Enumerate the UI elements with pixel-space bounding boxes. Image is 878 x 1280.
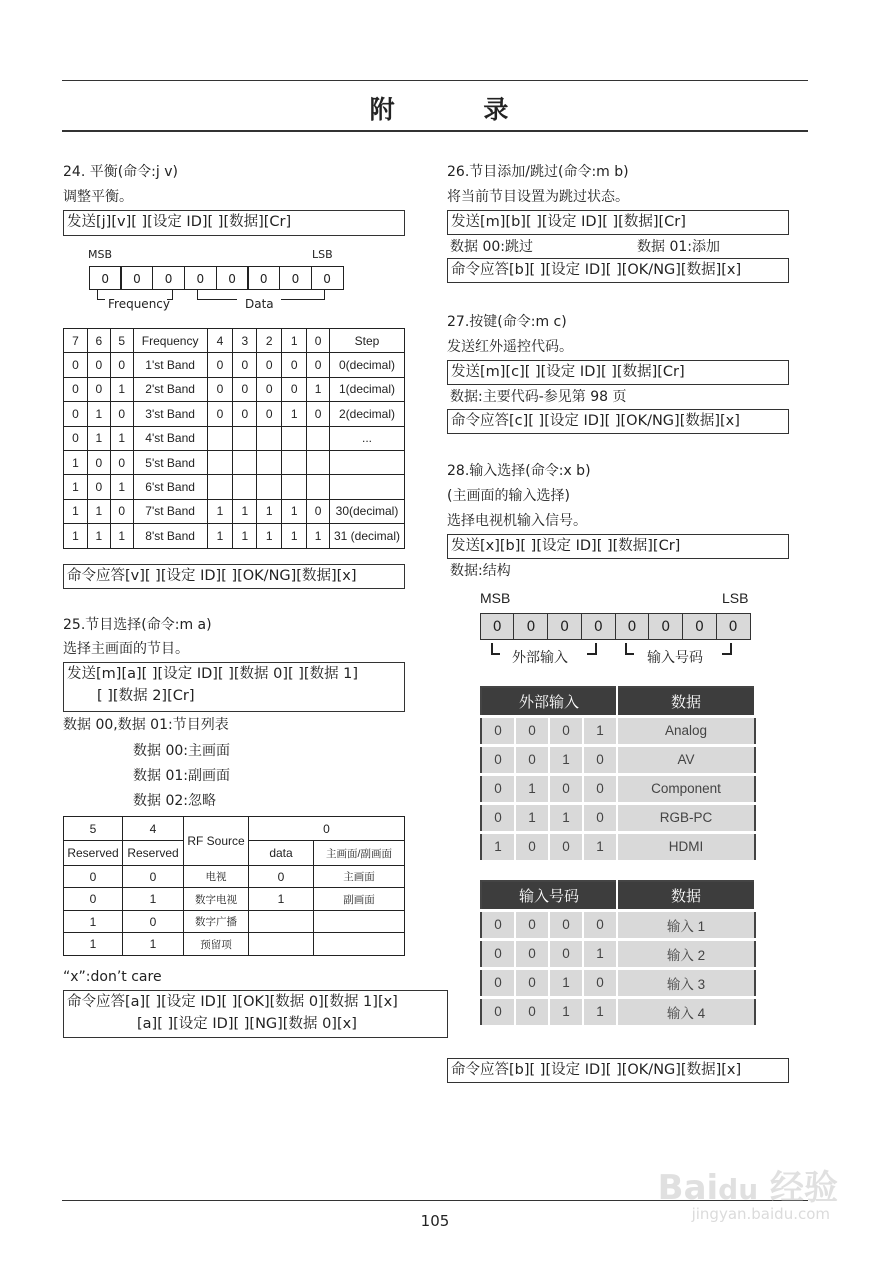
table-cell: 0: [64, 353, 88, 377]
section-27-send: 发送[m][c][ ][设定 ID][ ][数据][Cr]: [447, 360, 789, 385]
table-cell: 输入 2: [617, 939, 755, 968]
header-cell: 输入号码: [481, 881, 617, 910]
section-26-ack: 命令应答[b][ ][设定 ID][ ][OK/NG][数据][x]: [447, 258, 789, 283]
table-row: [64, 353, 405, 377]
table-cell: 0: [481, 968, 515, 997]
section-24-ack: 命令应答[v][ ][设定 ID][ ][OK/NG][数据][x]: [63, 564, 405, 589]
table-cell: [207, 450, 233, 474]
table-cell: 0: [549, 939, 583, 968]
table-header-row: [481, 881, 755, 910]
msb-label: MSB: [88, 248, 113, 261]
table-cell: 1: [257, 524, 282, 548]
table-row: [481, 832, 755, 861]
data-line: 数据 00,数据 01:节目列表: [63, 717, 229, 733]
table-cell: 副画面: [314, 888, 405, 911]
bit-field: [90, 266, 344, 290]
header-cell: Reserved: [123, 841, 184, 865]
table-cell: 4'st Band: [133, 426, 207, 450]
table-cell: 0: [110, 499, 133, 523]
section-24-heading: 24. 平衡(命令:j v): [63, 164, 178, 180]
table-cell: 1: [64, 450, 88, 474]
header-cell: 0: [249, 817, 405, 841]
table-cell: 1: [87, 426, 110, 450]
table-cell: 1: [583, 939, 617, 968]
section-26-send: 发送[m][b][ ][设定 ID][ ][数据][Cr]: [447, 210, 789, 235]
table-cell: 0: [481, 910, 515, 939]
table-header-row: [64, 817, 405, 841]
table-cell: 1: [583, 832, 617, 861]
table-cell: 30(decimal): [330, 499, 405, 523]
table-cell: 0: [87, 353, 110, 377]
table-cell: [257, 450, 282, 474]
table-cell: [207, 426, 233, 450]
table-cell: [307, 475, 330, 499]
external-input-label: 外部输入: [512, 650, 568, 666]
table-cell: 1: [64, 524, 88, 548]
table-cell: 0: [515, 832, 549, 861]
external-input-table: [480, 686, 756, 863]
table-cell: 0: [549, 716, 583, 745]
table-cell: 0: [123, 910, 184, 933]
table-cell: 1: [64, 475, 88, 499]
table-cell: 0: [257, 402, 282, 426]
header-cell: 5: [64, 817, 123, 841]
header-cell: 数据: [617, 881, 755, 910]
header-cell: 外部输入: [481, 687, 617, 716]
table-cell: 1: [282, 499, 307, 523]
table-cell: 1: [207, 524, 233, 548]
data-line: 数据 00:主画面: [133, 743, 230, 759]
table-row: [481, 774, 755, 803]
table-cell: 1: [307, 524, 330, 548]
ack-line-1: 命令应答[a][ ][设定 ID][ ][OK][数据 0][数据 1][x]: [67, 994, 398, 1010]
table-cell: 1: [583, 716, 617, 745]
table-cell: 0: [64, 402, 88, 426]
table-cell: 1: [64, 499, 88, 523]
table-cell: [233, 450, 257, 474]
program-table: [63, 816, 405, 956]
table-cell: [207, 475, 233, 499]
table-cell: [314, 933, 405, 956]
data-line: 数据 01:副画面: [133, 768, 230, 784]
section-24-desc: 调整平衡。: [63, 189, 133, 205]
table-cell: 1: [87, 524, 110, 548]
table-row: [481, 997, 755, 1026]
bit-cell: 0: [513, 613, 548, 640]
table-cell: 1: [64, 933, 123, 956]
bracket: [722, 643, 732, 655]
table-cell: 0: [481, 774, 515, 803]
table-cell: [257, 426, 282, 450]
table-cell: 0: [282, 353, 307, 377]
table-cell: 1(decimal): [330, 377, 405, 401]
table-cell: 3'st Band: [133, 402, 207, 426]
table-row: [64, 377, 405, 401]
section-28-desc: 选择电视机输入信号。: [447, 513, 587, 529]
table-cell: 0: [481, 997, 515, 1026]
table-cell: 1: [549, 997, 583, 1026]
table-cell: 0: [583, 968, 617, 997]
table-row: [481, 803, 755, 832]
header-cell: 7: [64, 329, 88, 353]
section-28-send: 发送[x][b][ ][设定 ID][ ][数据][Cr]: [447, 534, 789, 559]
table-row: [64, 888, 405, 911]
header-cell: 主画面/副画面: [314, 841, 405, 865]
frequency-table: [63, 328, 405, 549]
msb-label: MSB: [480, 590, 511, 606]
header-cell: RF Source: [184, 817, 249, 866]
dont-care-note: “x”:don’t care: [63, 969, 162, 985]
data-label: Data: [245, 297, 274, 311]
table-cell: AV: [617, 745, 755, 774]
table-cell: 0: [110, 402, 133, 426]
table-header-row: [481, 687, 755, 716]
data-add: 数据 01:添加: [637, 239, 720, 255]
table-cell: 0: [110, 450, 133, 474]
bit-cell: 0: [648, 613, 683, 640]
bit-cell: 0: [581, 613, 616, 640]
bit-cell: 0: [152, 266, 185, 290]
section-27-heading: 27.按键(命令:m c): [447, 314, 567, 330]
table-cell: 1: [282, 402, 307, 426]
table-cell: 8'st Band: [133, 524, 207, 548]
table-cell: 预留项: [184, 933, 249, 956]
table-cell: 2(decimal): [330, 402, 405, 426]
section-28-heading: 28.输入选择(命令:x b): [447, 463, 591, 479]
table-cell: 数字广播: [184, 910, 249, 933]
bit-cell: 0: [311, 266, 344, 290]
bit-cell: 0: [120, 266, 153, 290]
table-cell: 1: [110, 426, 133, 450]
table-cell: 1: [249, 888, 314, 911]
table-cell: 0: [249, 865, 314, 888]
header-cell: 1: [282, 329, 307, 353]
table-row: [481, 716, 755, 745]
bit-cell: 0: [184, 266, 217, 290]
table-cell: 1: [257, 499, 282, 523]
table-cell: [249, 933, 314, 956]
section-26-desc: 将当前节目设置为跳过状态。: [447, 189, 629, 205]
table-cell: 1: [307, 377, 330, 401]
data-line: 数据 02:忽略: [133, 793, 216, 809]
table-row: [481, 939, 755, 968]
table-cell: 0: [233, 353, 257, 377]
bit-cell: 0: [682, 613, 717, 640]
table-cell: 0: [233, 402, 257, 426]
table-cell: 数字电视: [184, 888, 249, 911]
table-cell: 输入 3: [617, 968, 755, 997]
section-27-ack: 命令应答[c][ ][设定 ID][ ][OK/NG][数据][x]: [447, 409, 789, 434]
table-cell: 0: [583, 910, 617, 939]
bit-cell: 0: [216, 266, 249, 290]
table-header-row: [64, 329, 405, 353]
table-cell: 0: [515, 716, 549, 745]
table-cell: [249, 910, 314, 933]
bracket: [167, 290, 173, 300]
table-cell: 0: [87, 475, 110, 499]
table-cell: 1'st Band: [133, 353, 207, 377]
header-cell: 数据: [617, 687, 755, 716]
header-cell: 4: [207, 329, 233, 353]
table-cell: 2'st Band: [133, 377, 207, 401]
table-cell: 1: [583, 997, 617, 1026]
table-row: [64, 475, 405, 499]
table-cell: 1: [110, 475, 133, 499]
header-cell: 6: [87, 329, 110, 353]
section-28-ack: 命令应答[b][ ][设定 ID][ ][OK/NG][数据][x]: [447, 1058, 789, 1083]
title-rule: [62, 130, 808, 132]
table-cell: 0: [549, 910, 583, 939]
section-24-send: 发送[j][v][ ][设定 ID][ ][数据][Cr]: [63, 210, 405, 236]
table-cell: 1: [515, 774, 549, 803]
table-cell: 1: [549, 803, 583, 832]
table-cell: 6'st Band: [133, 475, 207, 499]
page-title: 附 录: [369, 95, 549, 124]
send-line-2: [ ][数据 2][Cr]: [97, 688, 195, 704]
table-cell: 0: [481, 939, 515, 968]
table-cell: 0: [515, 910, 549, 939]
lsb-label: LSB: [722, 590, 749, 606]
ack-line-2: [a][ ][设定 ID][ ][NG][数据 0][x]: [137, 1016, 357, 1032]
table-cell: 0: [64, 377, 88, 401]
table-cell: [330, 475, 405, 499]
table-cell: 0(decimal): [330, 353, 405, 377]
bit-field: [481, 613, 751, 640]
table-cell: [314, 910, 405, 933]
frequency-label: Frequency: [108, 297, 170, 311]
send-line-1: 发送[m][a][ ][设定 ID][ ][数据 0][ ][数据 1]: [67, 666, 359, 682]
top-rule: [62, 80, 808, 81]
table-cell: 0: [515, 745, 549, 774]
bit-cell: 0: [716, 613, 751, 640]
header-cell: Step: [330, 329, 405, 353]
table-cell: [233, 426, 257, 450]
bracket: [97, 290, 105, 300]
table-cell: Analog: [617, 716, 755, 745]
table-row: [64, 524, 405, 548]
table-row: [481, 968, 755, 997]
table-cell: 0: [207, 377, 233, 401]
table-cell: 1: [549, 968, 583, 997]
table-cell: 输入 1: [617, 910, 755, 939]
table-cell: 1: [282, 524, 307, 548]
bracket: [197, 290, 237, 300]
bracket: [587, 643, 597, 655]
table-cell: 0: [64, 865, 123, 888]
section-27-desc: 发送红外遥控代码。: [447, 339, 573, 355]
bracket: [491, 643, 500, 655]
table-cell: 1: [481, 832, 515, 861]
table-cell: 1: [110, 524, 133, 548]
bit-cell: 0: [547, 613, 582, 640]
table-cell: 0: [233, 377, 257, 401]
table-row: [481, 745, 755, 774]
table-cell: 0: [481, 716, 515, 745]
header-cell: 0: [307, 329, 330, 353]
header-cell: Reserved: [64, 841, 123, 865]
table-cell: 0: [110, 353, 133, 377]
table-row: [481, 910, 755, 939]
table-cell: 0: [515, 939, 549, 968]
table-cell: 1: [549, 745, 583, 774]
table-cell: 7'st Band: [133, 499, 207, 523]
table-cell: 0: [583, 745, 617, 774]
table-cell: 0: [207, 402, 233, 426]
table-cell: 1: [87, 499, 110, 523]
input-number-label: 输入号码: [647, 650, 703, 666]
table-cell: 5'st Band: [133, 450, 207, 474]
table-cell: 主画面: [314, 865, 405, 888]
watermark-logo: Baidu 经验: [657, 1168, 838, 1208]
table-cell: [282, 450, 307, 474]
table-cell: 0: [549, 832, 583, 861]
bit-cell: 0: [480, 613, 515, 640]
section-27-data: 数据:主要代码-参见第 98 页: [450, 389, 627, 405]
table-cell: [282, 475, 307, 499]
bit-cell: 0: [615, 613, 650, 640]
table-cell: 0: [549, 774, 583, 803]
section-25-ack: [63, 990, 448, 1038]
table-cell: [233, 475, 257, 499]
section-25-desc: 选择主画面的节目。: [63, 641, 189, 657]
bracket: [281, 290, 325, 300]
bit-cell: 0: [279, 266, 312, 290]
table-cell: 1: [207, 499, 233, 523]
section-26-heading: 26.节目添加/跳过(命令:m b): [447, 164, 629, 180]
table-cell: RGB-PC: [617, 803, 755, 832]
table-cell: ...: [330, 426, 405, 450]
input-number-table: [480, 880, 756, 1028]
table-cell: 0: [307, 402, 330, 426]
section-25-heading: 25.节目选择(命令:m a): [63, 617, 212, 633]
table-cell: 0: [64, 426, 88, 450]
table-cell: 0: [87, 450, 110, 474]
header-cell: data: [249, 841, 314, 865]
bracket: [625, 643, 634, 655]
lsb-label: LSB: [312, 248, 333, 261]
table-cell: 0: [481, 803, 515, 832]
data-skip: 数据 00:跳过: [450, 239, 533, 255]
page-number: 105: [420, 1212, 450, 1230]
header-cell: 5: [110, 329, 133, 353]
header-cell: 4: [123, 817, 184, 841]
table-cell: 0: [583, 774, 617, 803]
table-cell: [282, 426, 307, 450]
table-cell: 31 (decimal): [330, 524, 405, 548]
table-cell: 0: [307, 353, 330, 377]
header-cell: Frequency: [133, 329, 207, 353]
table-cell: 0: [87, 377, 110, 401]
table-row: [64, 910, 405, 933]
table-cell: 0: [282, 377, 307, 401]
table-cell: 1: [123, 933, 184, 956]
section-28-data: 数据:结构: [450, 563, 511, 579]
header-cell: 2: [257, 329, 282, 353]
table-cell: 0: [257, 353, 282, 377]
table-cell: 0: [207, 353, 233, 377]
section-28-sub: (主画面的输入选择): [447, 488, 570, 504]
table-row: [64, 933, 405, 956]
table-cell: 0: [123, 865, 184, 888]
table-row: [64, 450, 405, 474]
table-cell: 电视: [184, 865, 249, 888]
table-cell: [307, 450, 330, 474]
table-cell: 0: [257, 377, 282, 401]
header-cell: 3: [233, 329, 257, 353]
table-cell: 0: [583, 803, 617, 832]
watermark-url: jingyan.baidu.com: [691, 1205, 830, 1223]
table-cell: Component: [617, 774, 755, 803]
table-cell: 1: [123, 888, 184, 911]
table-cell: 1: [233, 499, 257, 523]
table-row: [64, 426, 405, 450]
table-cell: 1: [233, 524, 257, 548]
table-cell: 0: [64, 888, 123, 911]
table-row: [64, 402, 405, 426]
table-cell: 0: [307, 499, 330, 523]
table-cell: 0: [481, 745, 515, 774]
table-cell: 0: [515, 997, 549, 1026]
table-cell: [307, 426, 330, 450]
table-cell: [330, 450, 405, 474]
table-cell: 1: [87, 402, 110, 426]
table-cell: [257, 475, 282, 499]
section-25-send: [63, 662, 405, 712]
table-cell: 1: [515, 803, 549, 832]
table-row: [64, 499, 405, 523]
table-cell: HDMI: [617, 832, 755, 861]
table-row: [64, 865, 405, 888]
table-cell: 0: [515, 968, 549, 997]
bit-cell: 0: [89, 266, 122, 290]
table-cell: 1: [64, 910, 123, 933]
table-cell: 1: [110, 377, 133, 401]
table-cell: 输入 4: [617, 997, 755, 1026]
bit-cell: 0: [247, 266, 280, 290]
